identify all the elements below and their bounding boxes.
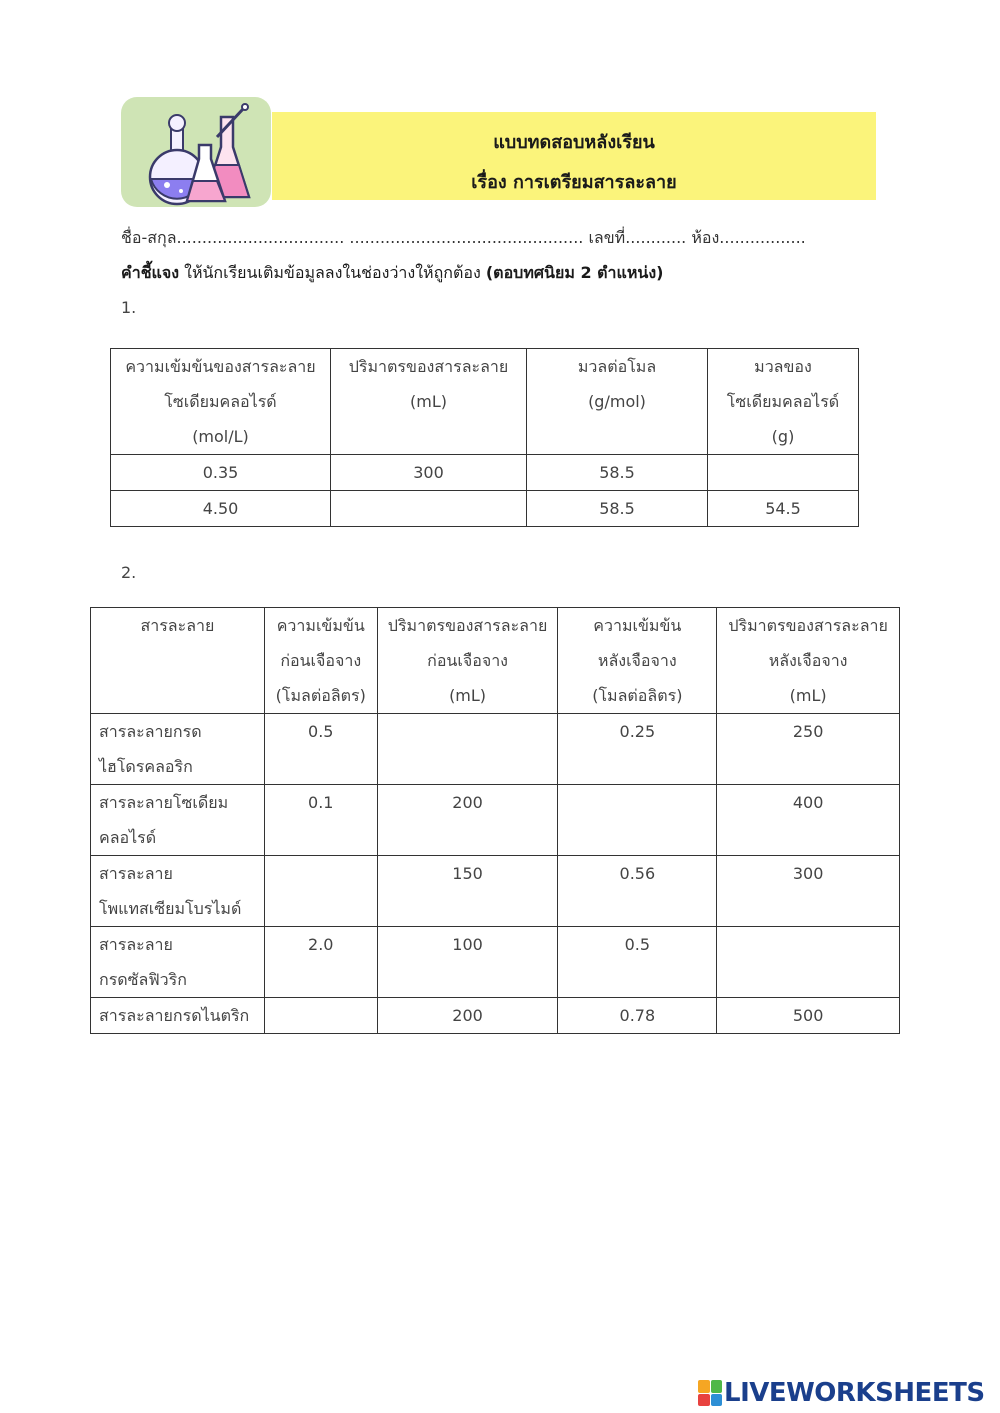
student-info-line: ชื่อ-สกุล................................. .............................................. เลขที่............ ห้อง................. (121, 228, 806, 247)
table-row (111, 455, 859, 491)
header-cell: มวลต่อโมล (g/mol) (527, 349, 708, 455)
table-cell: 58.5 (527, 455, 708, 491)
table-cell: 300 (331, 455, 527, 491)
table-row (91, 714, 900, 785)
instructions-text: ให้นักเรียนเติมข้อมูลลงในช่องว่างให้ถูกต้อง (179, 263, 486, 282)
table-cell: 200 (377, 998, 558, 1034)
instructions-label: คำชี้แจง (121, 263, 180, 282)
table-row (91, 856, 900, 927)
table-header-row (111, 349, 859, 455)
table-cell: 0.78 (558, 998, 717, 1034)
solution-name-cell: สารละลายโซเดียม คลอไรด์ (91, 785, 265, 856)
header-cell: ความเข้มข้นของสารละลาย โซเดียมคลอไรด์ (mol/L) (111, 349, 331, 455)
table-cell: 0.1 (264, 785, 377, 856)
question-1-table (110, 348, 859, 527)
solution-name-cell: สารละลายกรดไนตริก (91, 998, 265, 1034)
answer-cell[interactable] (331, 491, 527, 527)
instructions-note: (ตอบทศนิยม 2 ตำแหน่ง) (485, 263, 664, 282)
header-cell: สารละลาย (91, 608, 265, 714)
table-row (91, 927, 900, 998)
solution-name-cell: สารละลาย กรดซัลฟิวริก (91, 927, 265, 998)
table-cell: 400 (717, 785, 900, 856)
table-cell: 500 (717, 998, 900, 1034)
answer-cell[interactable] (377, 714, 558, 785)
answer-cell[interactable] (558, 785, 717, 856)
table-cell: 0.5 (264, 714, 377, 785)
table-cell: 4.50 (111, 491, 331, 527)
table-cell: 300 (717, 856, 900, 927)
header-cell: ปริมาตรของสารละลาย (mL) (331, 349, 527, 455)
table-cell: 0.35 (111, 455, 331, 491)
table-row (111, 491, 859, 527)
table-cell: 2.0 (264, 927, 377, 998)
answer-cell[interactable] (717, 927, 900, 998)
table-cell: 54.5 (708, 491, 859, 527)
table-cell: 0.5 (558, 927, 717, 998)
worksheet-title: แบบทดสอบหลังเรียน (493, 132, 655, 153)
worksheet-subtitle: เรื่อง การเตรียมสารละลาย (471, 172, 677, 193)
header-cell: ความเข้มข้น ก่อนเจือจาง (โมลต่อลิตร) (264, 608, 377, 714)
table-cell: 0.25 (558, 714, 717, 785)
question-2-number: 2. (121, 563, 137, 582)
table-cell: 58.5 (527, 491, 708, 527)
table-cell: 250 (717, 714, 900, 785)
chemistry-flasks-icon (121, 97, 271, 207)
answer-cell[interactable] (264, 998, 377, 1034)
liveworksheets-logo-icon (698, 1380, 722, 1406)
table-cell: 100 (377, 927, 558, 998)
table-cell: 0.56 (558, 856, 717, 927)
liveworksheets-logo[interactable] (698, 1376, 985, 1410)
header-cell: ความเข้มข้น หลังเจือจาง (โมลต่อลิตร) (558, 608, 717, 714)
answer-cell[interactable] (708, 455, 859, 491)
header-cell: ปริมาตรของสารละลาย ก่อนเจือจาง (mL) (377, 608, 558, 714)
solution-name-cell: สารละลาย โพแทสเซียมโบรไมด์ (91, 856, 265, 927)
logo-text: LIVEWORKSHEETS (724, 1378, 985, 1408)
solution-name-cell: สารละลายกรด ไฮโดรคลอริก (91, 714, 265, 785)
answer-cell[interactable] (264, 856, 377, 927)
table-row (91, 998, 900, 1034)
table-header-row (91, 608, 900, 714)
question-1-number: 1. (121, 298, 137, 317)
instructions (121, 261, 663, 286)
header-cell: ปริมาตรของสารละลาย หลังเจือจาง (mL) (717, 608, 900, 714)
table-cell: 200 (377, 785, 558, 856)
table-cell: 150 (377, 856, 558, 927)
question-2-table (90, 607, 900, 1034)
header-cell: มวลของ โซเดียมคลอไรด์ (g) (708, 349, 859, 455)
table-row (91, 785, 900, 856)
